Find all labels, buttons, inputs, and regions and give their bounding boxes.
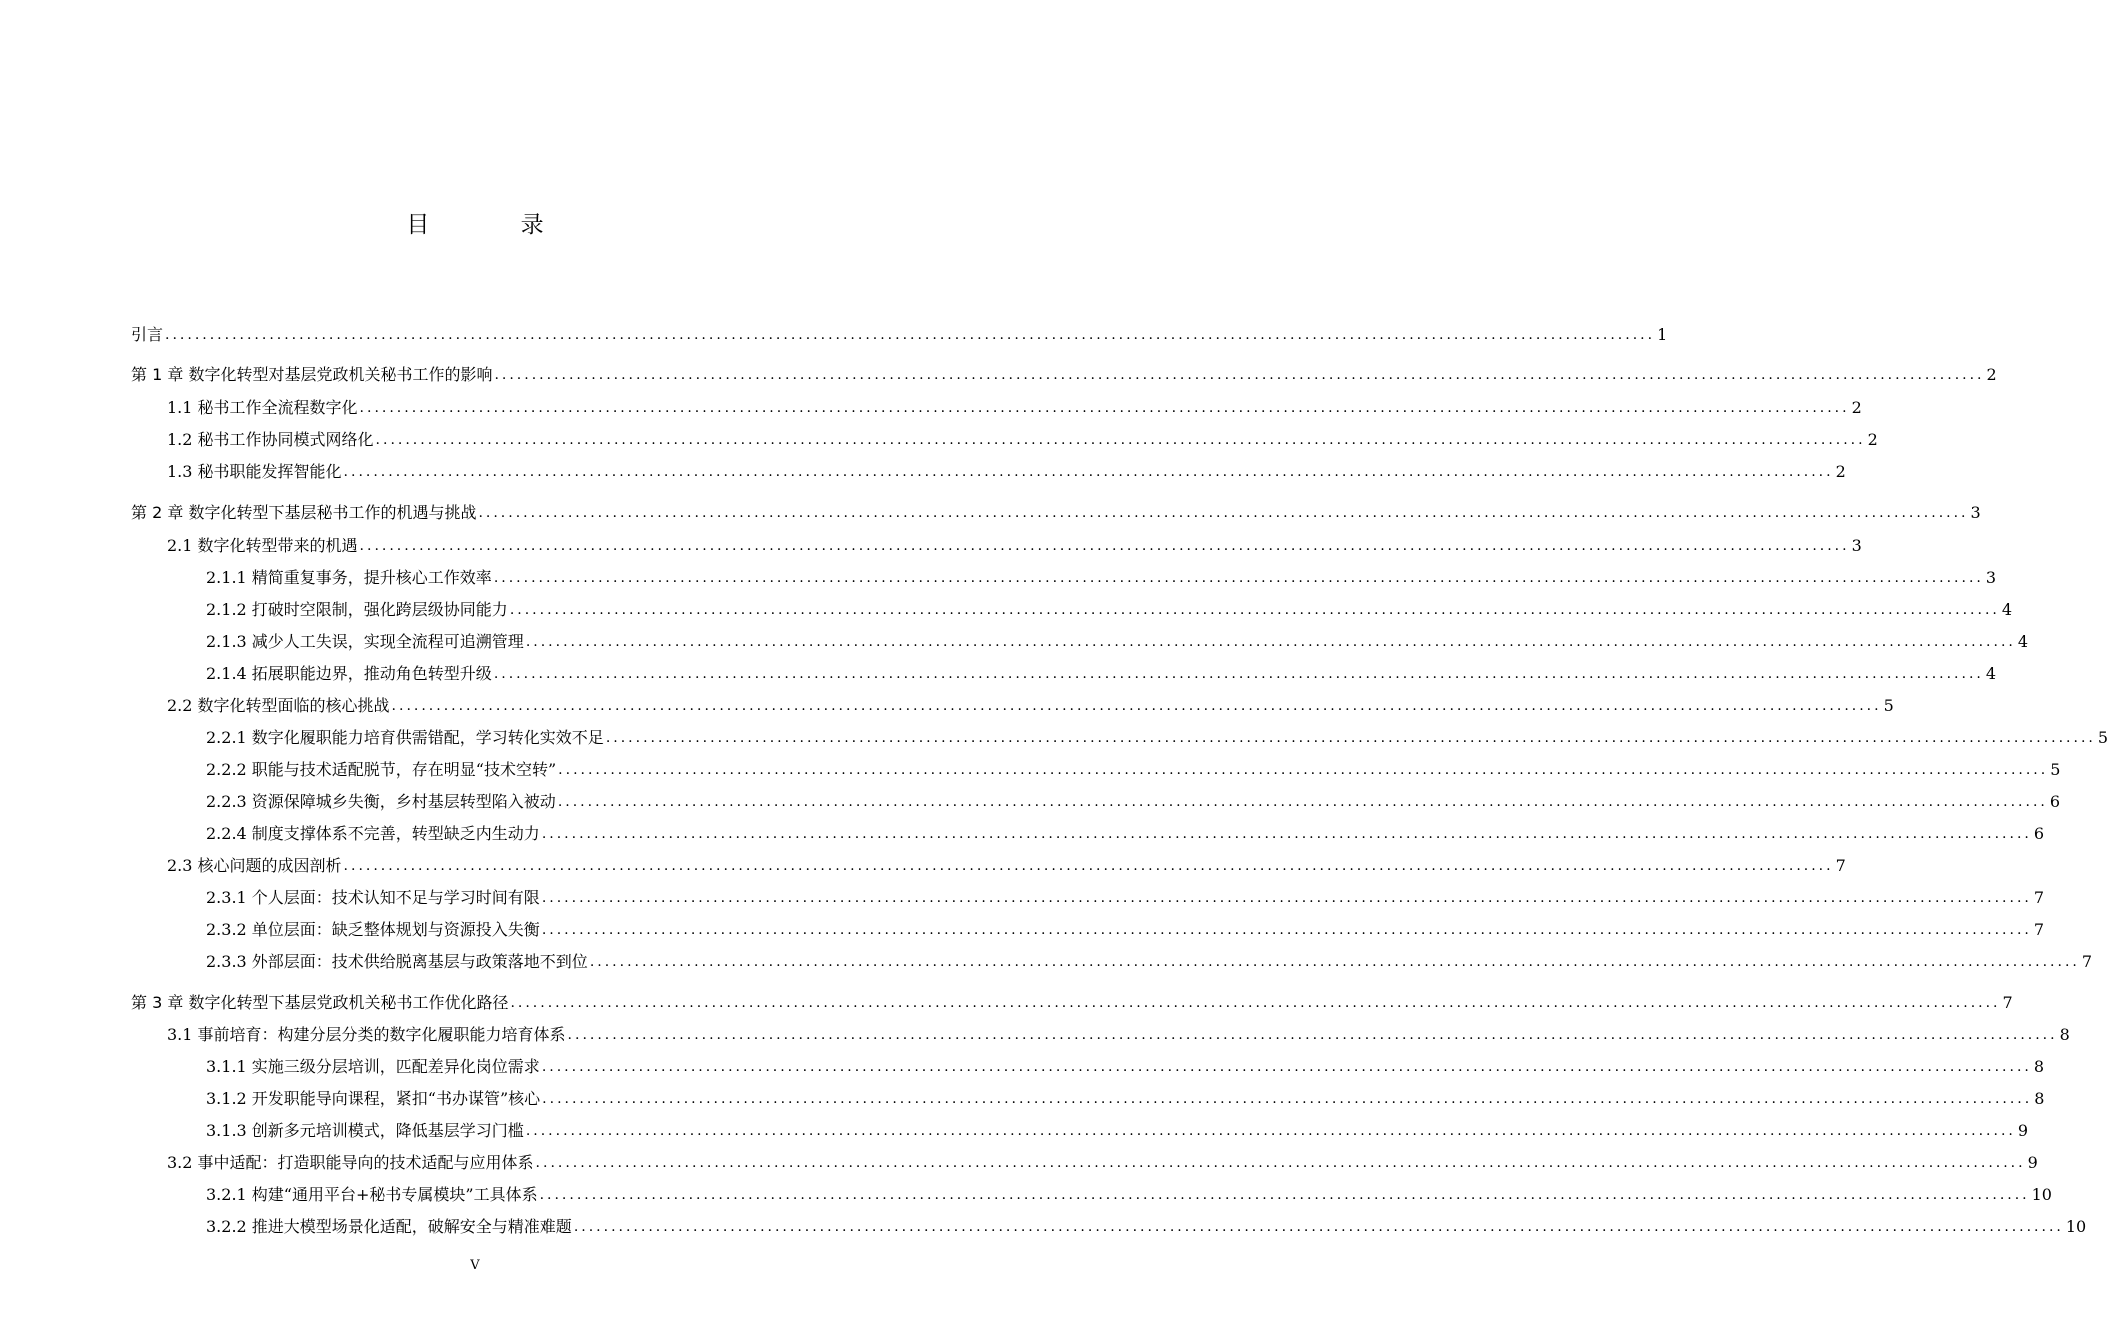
dot-leader: ........................................................................................................................................................................................................	[541, 826, 2032, 842]
toc-entry-page-number: 2	[1851, 398, 1862, 417]
toc-entry[interactable]	[131, 990, 2013, 1014]
toc-entry[interactable]	[206, 725, 2108, 749]
toc-entry[interactable]	[131, 322, 1668, 346]
toc-entry-page-number: 4	[2017, 632, 2029, 651]
dot-leader: ........................................................................................................................................................................................................	[493, 666, 1984, 682]
toc-entry-title: 1.1 秘书工作全流程数字化	[167, 398, 358, 417]
toc-entry-page-number: 1	[1657, 325, 1668, 344]
toc-entry-page-number: 9	[2017, 1121, 2029, 1140]
toc-entry-page-number: 4	[2001, 600, 2013, 619]
dot-leader: ........................................................................................................................................................................................................	[589, 954, 2080, 970]
dot-leader: ........................................................................................................................................................................................................	[509, 602, 2000, 618]
dot-leader: ........................................................................................................................................................................................................	[541, 922, 2032, 938]
toc-entry-page-number: 2	[1986, 365, 1997, 384]
toc-entry-title: 2.1 数字化转型带来的机遇	[167, 536, 358, 555]
toc-entry[interactable]	[206, 1214, 2087, 1238]
toc-entry[interactable]	[131, 362, 1997, 386]
toc-entry-page-number: 7	[1835, 856, 1846, 875]
toc-entry-page-number: 8	[2059, 1025, 2070, 1044]
dot-leader: ........................................................................................................................................................................................................	[525, 1123, 2016, 1139]
toc-entry[interactable]	[206, 917, 2045, 941]
toc-entry[interactable]	[206, 1054, 2045, 1078]
dot-leader: ........................................................................................................................................................................................................	[493, 570, 1984, 586]
toc-entry[interactable]	[167, 395, 1862, 419]
toc-entry-page-number: 7	[2002, 993, 2013, 1012]
toc-entry-page-number: 3	[1851, 536, 1862, 555]
toc-entry[interactable]	[167, 1022, 2070, 1046]
toc-entry-title: 1.3 秘书职能发挥智能化	[167, 462, 342, 481]
toc-entry[interactable]	[206, 597, 2013, 621]
toc-entry-page-number: 6	[2033, 824, 2045, 843]
toc-entry-title: 2.2.4 制度支撑体系不完善，转型缺乏内生动力	[206, 824, 540, 843]
dot-leader: ........................................................................................................................................................................................................	[165, 327, 1656, 343]
dot-leader: ........................................................................................................................................................................................................	[535, 1155, 2026, 1171]
toc-entry[interactable]	[206, 1118, 2029, 1142]
toc-entry-page-number: 8	[2034, 1089, 2045, 1108]
toc-entry-page-number: 3	[1970, 503, 1981, 522]
dot-leader: ........................................................................................................................................................................................................	[539, 1187, 2030, 1203]
toc-entry-title: 1.2 秘书工作协同模式网络化	[167, 430, 374, 449]
toc-entry-page-number: 5	[2097, 728, 2108, 747]
toc-entry[interactable]	[206, 757, 2061, 781]
toc-entry[interactable]	[206, 661, 1997, 685]
toc-entry-title: 2.3.1 个人层面：技术认知不足与学习时间有限	[206, 888, 540, 907]
dot-leader: ........................................................................................................................................................................................................	[541, 890, 2032, 906]
toc-entry[interactable]	[206, 565, 1997, 589]
toc-entry-page-number: 7	[2033, 888, 2045, 907]
toc-entry[interactable]	[167, 693, 1894, 717]
page-title: 目 录	[406, 212, 586, 238]
toc-entry[interactable]	[206, 1086, 2045, 1110]
dot-leader: ........................................................................................................................................................................................................	[567, 1027, 2058, 1043]
toc-entry-title: 2.3 核心问题的成因剖析	[167, 856, 342, 875]
toc-entry-title: 3.1 事前培育：构建分层分类的数字化履职能力培育体系	[167, 1025, 566, 1044]
toc-entry-page-number: 10	[2031, 1185, 2052, 1204]
toc-entry-title: 第 2 章 数字化转型下基层秘书工作的机遇与挑战	[131, 503, 477, 522]
toc-entry[interactable]	[167, 853, 1846, 877]
dot-leader: ........................................................................................................................................................................................................	[494, 367, 1985, 383]
toc-entry-title: 3.1.1 实施三级分层培训，匹配差异化岗位需求	[206, 1057, 540, 1076]
toc-entry[interactable]	[131, 500, 1981, 524]
toc-entry[interactable]	[206, 885, 2045, 909]
toc-entry-title: 2.1.3 减少人工失误，实现全流程可追溯管理	[206, 632, 524, 651]
dot-leader: ........................................................................................................................................................................................................	[343, 464, 1834, 480]
toc-entry[interactable]	[167, 427, 1878, 451]
dot-leader: ........................................................................................................................................................................................................	[375, 432, 1866, 448]
toc-entry-title: 3.2 事中适配：打造职能导向的技术适配与应用体系	[167, 1153, 534, 1172]
toc-entry-page-number: 10	[2065, 1217, 2087, 1236]
dot-leader: ........................................................................................................................................................................................................	[605, 730, 2096, 746]
toc-entry-page-number: 5	[2050, 760, 2061, 779]
dot-leader: ........................................................................................................................................................................................................	[557, 794, 2048, 810]
toc-entry-title: 2.3.3 外部层面：技术供给脱离基层与政策落地不到位	[206, 952, 588, 971]
dot-leader: ........................................................................................................................................................................................................	[343, 858, 1834, 874]
toc-entry-page-number: 7	[2081, 952, 2093, 971]
toc-entry-title: 2.2.1 数字化履职能力培育供需错配，学习转化实效不足	[206, 728, 604, 747]
toc-entry[interactable]	[167, 1150, 2038, 1174]
toc-entry-title: 2.3.2 单位层面：缺乏整体规划与资源投入失衡	[206, 920, 540, 939]
toc-entry-page-number: 9	[2027, 1153, 2038, 1172]
toc-entry-title: 2.1.1 精简重复事务，提升核心工作效率	[206, 568, 492, 587]
toc-entry-title: 2.1.4 拓展职能边界，推动角色转型升级	[206, 664, 492, 683]
footer-page-number: V	[470, 1258, 480, 1273]
dot-leader: ........................................................................................................................................................................................................	[542, 1091, 2033, 1107]
dot-leader: ........................................................................................................................................................................................................	[359, 400, 1850, 416]
toc-entry[interactable]	[206, 789, 2061, 813]
toc-entry-title: 2.2.2 职能与技术适配脱节，存在明显“技术空转”	[206, 760, 557, 779]
toc-entry-title: 3.2.1 构建“通用平台+秘书专属模块”工具体系	[206, 1185, 538, 1204]
toc-entry[interactable]	[206, 821, 2045, 845]
toc-entry-title: 2.2.3 资源保障城乡失衡，乡村基层转型陷入被动	[206, 792, 556, 811]
toc-entry[interactable]	[206, 1182, 2052, 1206]
toc-entry-title: 引言	[131, 325, 164, 344]
toc-entry-title: 3.1.2 开发职能导向课程，紧扣“书办谋管”核心	[206, 1089, 541, 1108]
toc-entry-title: 2.1.2 打破时空限制，强化跨层级协同能力	[206, 600, 508, 619]
dot-leader: ........................................................................................................................................................................................................	[359, 538, 1850, 554]
toc-entry-page-number: 2	[1835, 462, 1846, 481]
toc-entry-page-number: 2	[1867, 430, 1878, 449]
dot-leader: ........................................................................................................................................................................................................	[510, 995, 2001, 1011]
dot-leader: ........................................................................................................................................................................................................	[558, 762, 2049, 778]
toc-entry-title: 第 1 章 数字化转型对基层党政机关秘书工作的影响	[131, 365, 493, 384]
dot-leader: ........................................................................................................................................................................................................	[541, 1059, 2032, 1075]
toc-entry-title: 第 3 章 数字化转型下基层党政机关秘书工作优化路径	[131, 993, 509, 1012]
toc-entry-title: 3.2.2 推进大模型场景化适配，破解安全与精准难题	[206, 1217, 572, 1236]
toc-entry-title: 2.2 数字化转型面临的核心挑战	[167, 696, 390, 715]
dot-leader: ........................................................................................................................................................................................................	[573, 1219, 2064, 1235]
toc-entry[interactable]	[206, 949, 2093, 973]
dot-leader: ........................................................................................................................................................................................................	[478, 505, 1969, 521]
toc-entry-title: 3.1.3 创新多元培训模式，降低基层学习门槛	[206, 1121, 524, 1140]
toc-entry-page-number: 7	[2033, 920, 2045, 939]
toc-entry[interactable]	[167, 533, 1862, 557]
toc-entry-page-number: 8	[2033, 1057, 2045, 1076]
toc-entry-page-number: 3	[1985, 568, 1997, 587]
toc-entry[interactable]	[167, 459, 1846, 483]
dot-leader: ........................................................................................................................................................................................................	[525, 634, 2016, 650]
toc-entry-page-number: 4	[1985, 664, 1997, 683]
toc-entry-page-number: 5	[1883, 696, 1894, 715]
dot-leader: ........................................................................................................................................................................................................	[391, 698, 1882, 714]
toc-entry[interactable]	[206, 629, 2029, 653]
toc-entry-page-number: 6	[2049, 792, 2061, 811]
